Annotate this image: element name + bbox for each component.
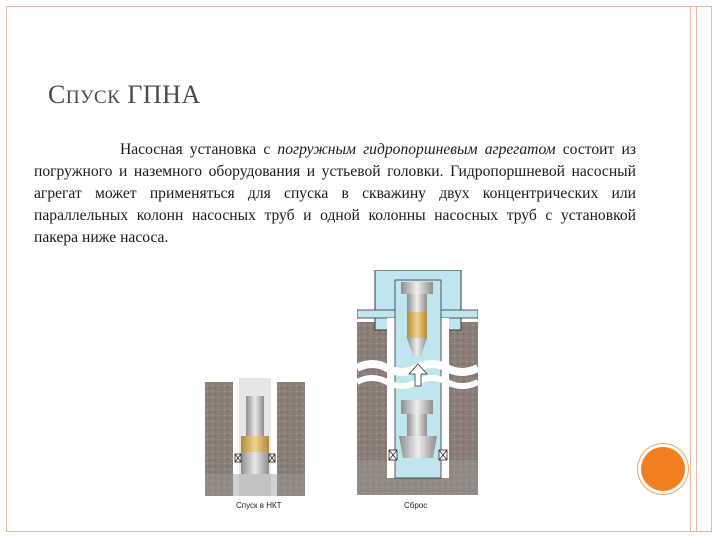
figure-drop (357, 270, 478, 495)
paragraph-text: Насосная установка с (120, 141, 278, 158)
title-small-caps: ПУСК (65, 87, 121, 108)
pump-unit (246, 416, 264, 438)
paragraph-italic: погружным гидропоршневым агрегатом (277, 141, 556, 158)
pump-unit (241, 452, 269, 474)
brass-sleeve (407, 312, 427, 338)
pump-unit (246, 396, 264, 416)
packer (241, 436, 269, 452)
figure-descent-in-tubing (205, 378, 305, 496)
figure-caption-right: Сброс (404, 501, 428, 510)
slide-title (48, 80, 201, 110)
side-line (696, 6, 697, 532)
title-initial: С (48, 80, 66, 109)
body-paragraph (34, 139, 636, 249)
accent-circle (641, 447, 685, 491)
title-suffix: ГПНА (120, 80, 201, 109)
pump-unit (401, 400, 433, 414)
figure-caption-left: Спуск в НКТ (236, 501, 282, 510)
side-line (690, 6, 691, 532)
fishing-head (401, 282, 433, 294)
paragraph-text: состоит из погружного и наземного оборудования и устьевой головки. Гидропоршневой насосный агрегат может применяться для спуска в скважину двух концентрических или параллельных колонн насосных труб и одной колонны насосных труб с установкой пакера ниже насоса. (34, 141, 636, 246)
